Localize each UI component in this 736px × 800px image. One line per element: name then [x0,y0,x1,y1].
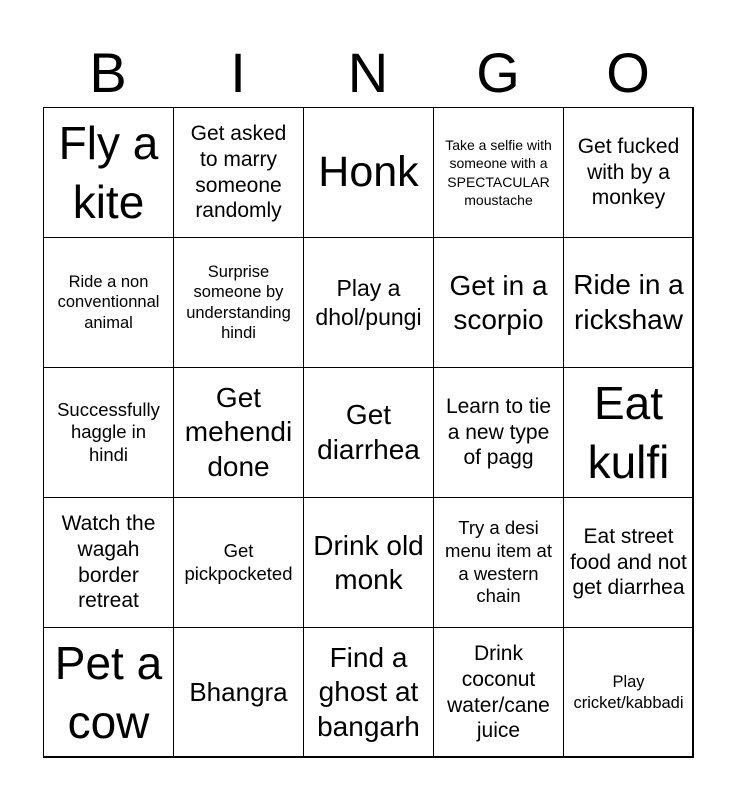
header-letter-o: O [606,41,650,104]
bingo-cell[interactable]: Bhangra [173,627,304,758]
bingo-cell[interactable]: Drink old monk [303,497,434,628]
header-letter-i: I [230,41,246,104]
bingo-cell[interactable]: Get fucked with by a monkey [563,107,694,238]
bingo-cell[interactable]: Honk [303,107,434,238]
bingo-cell[interactable]: Take a selfie with someone with a SPECTACULAR moustache [433,107,564,238]
bingo-cell[interactable]: Get pickpocketed [173,497,304,628]
bingo-cell[interactable]: Get in a scorpio [433,237,564,368]
bingo-header [43,40,693,106]
bingo-cell[interactable]: Get mehendi done [173,367,304,498]
header-letter-g: G [476,41,520,104]
bingo-cell[interactable]: Eat street food and not get diarrhea [563,497,694,628]
bingo-cell[interactable]: Play a dhol/pungi [303,237,434,368]
bingo-cell[interactable]: Eat kulfi [563,367,694,498]
bingo-cell[interactable]: Watch the wagah border retreat [43,497,174,628]
bingo-cell[interactable]: Ride in a rickshaw [563,237,694,368]
bingo-cell[interactable]: Fly a kite [43,107,174,238]
bingo-cell[interactable]: Get asked to marry someone randomly [173,107,304,238]
header-letter-b: B [89,41,127,104]
bingo-cell[interactable]: Play cricket/kabbadi [563,627,694,758]
bingo-board [43,107,693,757]
bingo-cell[interactable]: Drink coconut water/cane juice [433,627,564,758]
bingo-cell[interactable]: Find a ghost at bangarh [303,627,434,758]
bingo-cell[interactable]: Learn to tie a new type of pagg [433,367,564,498]
bingo-cell[interactable]: Surprise someone by understanding hindi [173,237,304,368]
bingo-cell[interactable]: Successfully haggle in hindi [43,367,174,498]
bingo-cell[interactable]: Ride a non conventionnal animal [43,237,174,368]
header-letter-n: N [347,41,389,104]
bingo-cell[interactable]: Try a desi menu item at a western chain [433,497,564,628]
bingo-cell[interactable]: Get diarrhea [303,367,434,498]
bingo-cell[interactable]: Pet a cow [43,627,174,758]
